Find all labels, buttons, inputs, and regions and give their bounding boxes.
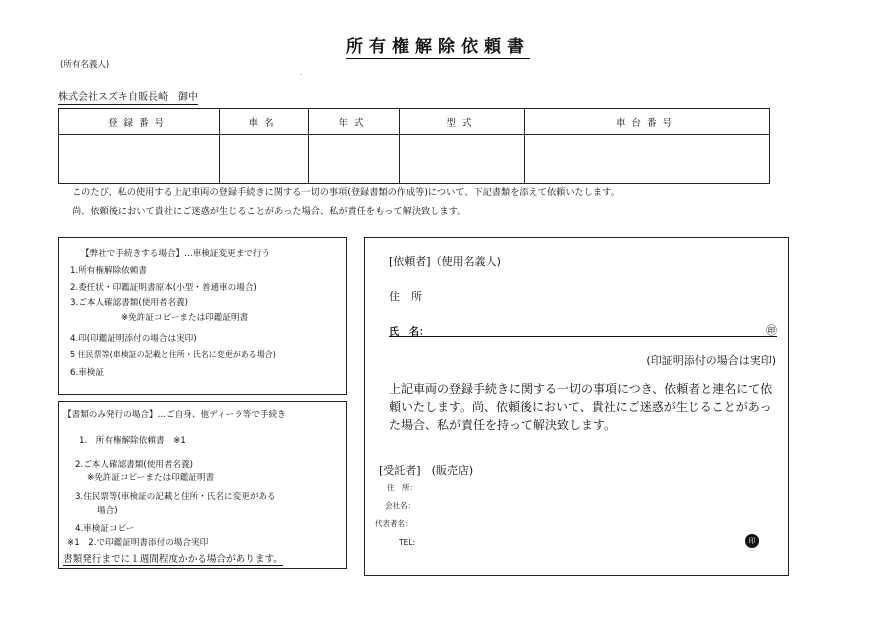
cell-chassis-number[interactable] — [525, 135, 770, 184]
header-model-type: 型式 — [400, 109, 525, 135]
trustee-label: [受託者] (販売店) — [379, 464, 474, 477]
header-registration-number: 登録番号 — [59, 109, 220, 135]
box1-item-3-note: ※免許証コピーまたは印鑑証明書 — [121, 313, 249, 323]
box2-item-3: 3.住民票等(車検証の記載と住所・氏名に変更がある — [75, 492, 276, 502]
name-label: 氏 名： — [389, 327, 429, 338]
header-chassis-number: 車台番号 — [525, 109, 770, 135]
trustee-address: 住 所： — [387, 483, 417, 492]
vehicle-table-header — [59, 109, 770, 135]
box1-item-6: 6.車検証 — [70, 368, 104, 378]
box1-item-1: 1.所有権解除依頼書 — [70, 266, 147, 276]
requester-paragraph: 上記車両の登録手続きに関する一切の事項につき、依頼者と連名にて依頼いたします。尚、依頼後において、貴社にご迷惑が生じることがあった場合、私が責任を持って解決致します。 — [389, 382, 773, 432]
page-title-text: 所有権解除依頼書 — [346, 37, 530, 57]
documents-only-box — [58, 401, 347, 569]
vehicle-table-row — [59, 135, 770, 184]
box2-item-2-note: ※免許証コピーまたは印鑑証明書 — [87, 473, 215, 483]
addressee: 株式会社スズキ自販長崎 御中 — [58, 88, 198, 105]
box1-item-4: 4.印(印鑑証明添付の場合は実印) — [70, 334, 197, 344]
box2-footer: 書類発行までに１週間程度かかる場合があります。 — [63, 551, 283, 566]
owner-label: (所有名義人) — [60, 60, 110, 70]
box2-item-2: 2.ご本人確認書類(使用者名義) — [75, 460, 194, 470]
in-house-procedure-box — [58, 237, 347, 395]
trustee-company: 会社名： — [385, 501, 415, 510]
trustee-representative: 代表者名： — [375, 519, 413, 528]
notice-line-1: このたび、私の使用する上記車両の登録手続きに関する一切の事項(登録書類の作成等)について、下記書類を添えて依頼いたします。 — [72, 187, 620, 198]
trustee-tel: TEL: — [399, 538, 416, 547]
box1-item-2: 2.委任状・印鑑証明書原本(小型・普通車の場合) — [70, 283, 257, 293]
header-car-name: 車名 — [220, 109, 309, 135]
vehicle-table — [58, 108, 770, 184]
cell-model-type[interactable] — [400, 135, 525, 184]
box2-note: ※1 2.で印鑑証明書添付の場合実印 — [67, 538, 209, 548]
box2-item-4: 4.車検証コピー — [75, 524, 135, 534]
requester-box — [364, 237, 789, 576]
box2-item-3-cont: 場合) — [97, 506, 118, 516]
notice-line-2: 尚、依頼後において貴社にご迷惑が生じることがあった場合、私が責任をもって解決致します。 — [72, 206, 467, 217]
page-title — [0, 32, 876, 57]
box2-item-1: 1. 所有権解除依頼書 ※1 — [79, 436, 186, 446]
cell-car-name[interactable] — [220, 135, 309, 184]
cell-model-year[interactable] — [309, 135, 400, 184]
header-model-year: 年式 — [309, 109, 400, 135]
box2-heading: 【書類のみ発行の場合】…ご自身、他ディーラ等で手続き — [63, 410, 286, 420]
address-label: 住 所 — [389, 290, 422, 303]
box1-item-5: 5 住民票等(車検証の記載と住所・氏名に変更がある場合) — [70, 350, 276, 359]
requester-label: [依頼者]（使用名義人) — [389, 255, 501, 268]
seal-mark: ㊞ — [766, 324, 777, 337]
name-line[interactable] — [389, 324, 777, 337]
box1-item-3: 3.ご本人確認書類(使用者名義) — [70, 298, 189, 308]
cell-registration-number[interactable] — [59, 135, 220, 184]
trustee-seal: 印 — [745, 534, 759, 548]
dot-mark: . — [300, 70, 302, 77]
box1-heading: 【弊社で手続きする場合】…車検証変更まで行う — [81, 249, 271, 259]
seal-note: (印証明添付の場合は実印) — [646, 354, 776, 367]
